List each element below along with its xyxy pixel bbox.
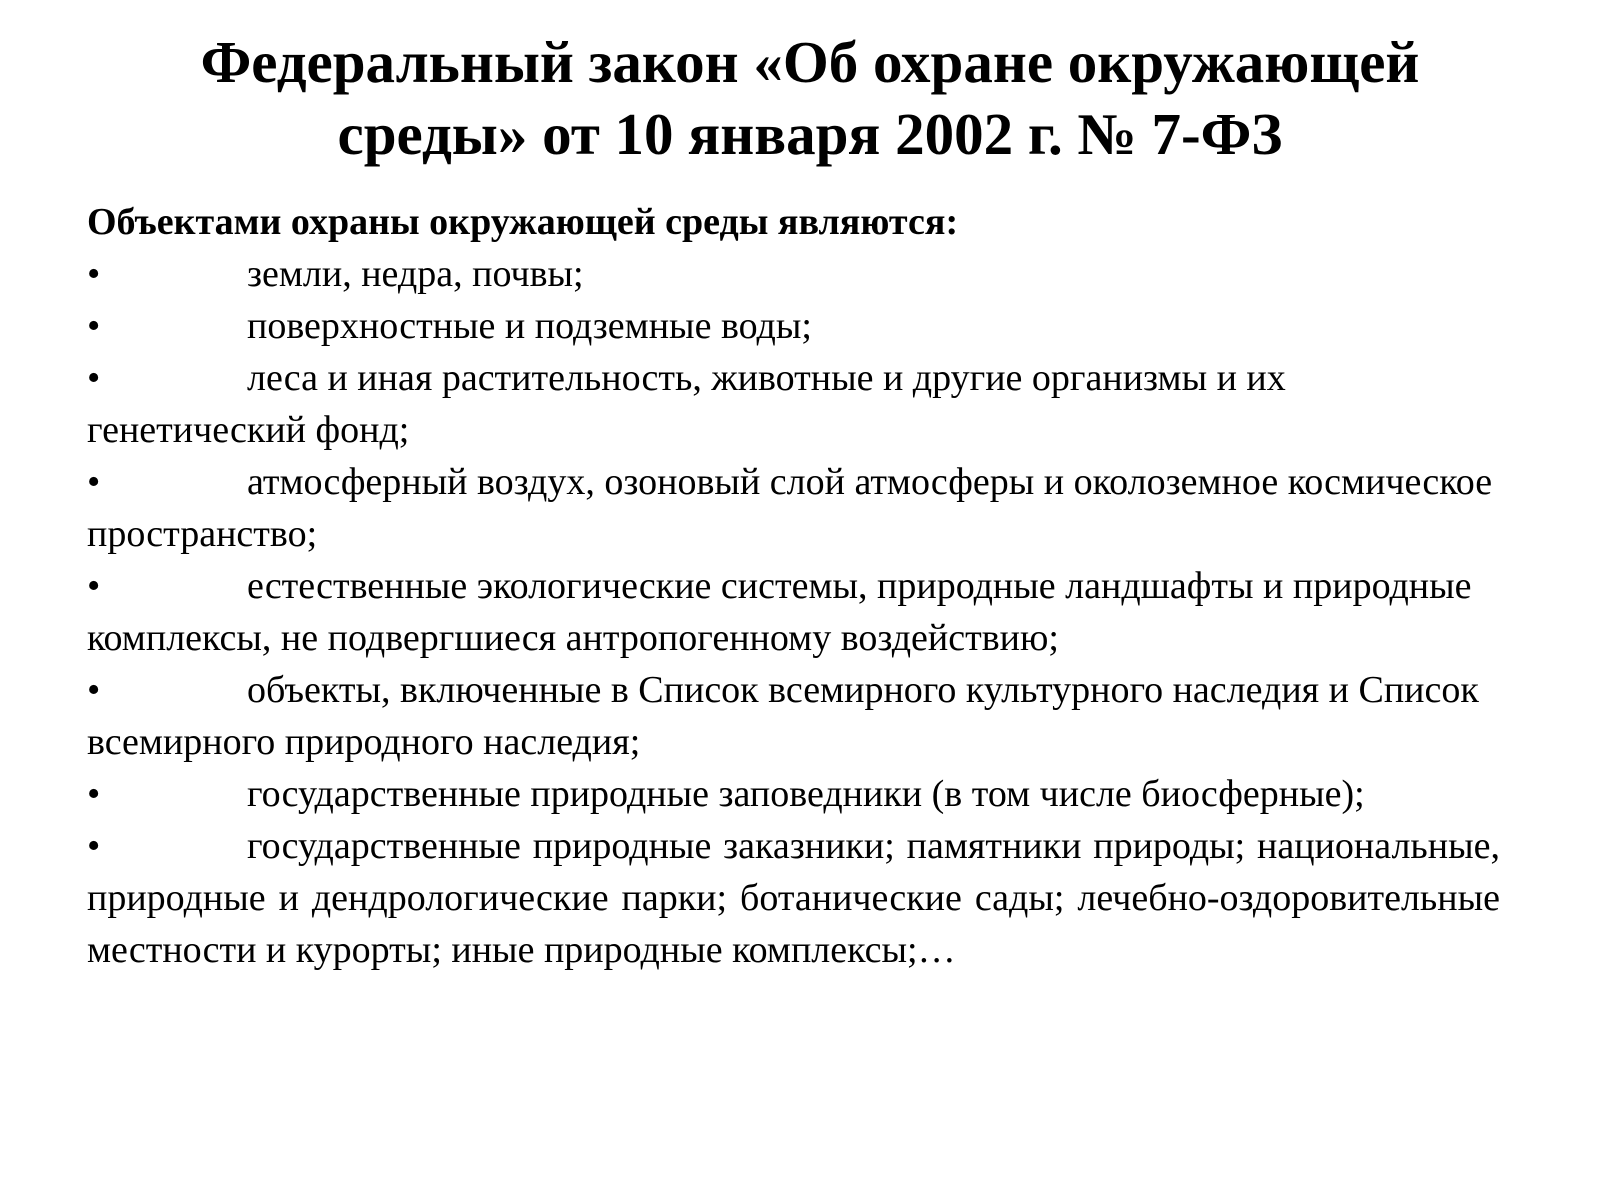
slide-body <box>87 196 1500 976</box>
list-item <box>87 352 1500 456</box>
list-item-text: атмосферный воздух, озоновый слой атмосферы и околоземное космическое пространство; <box>87 461 1493 555</box>
list-item-text: естественные экологические системы, природные ландшафты и природные комплексы, не подвергшиеся антропогенному воздействию; <box>87 565 1472 659</box>
list-item-text: объекты, включенные в Список всемирного культурного наследия и Список всемирного природного наследия; <box>87 669 1479 763</box>
list-item-text: земли, недра, почвы; <box>247 253 584 295</box>
list-intro: Объектами охраны окружающей среды являются: <box>87 201 959 243</box>
list-item <box>87 248 1500 300</box>
bullet-icon: • <box>87 305 101 347</box>
list-item <box>87 820 1500 976</box>
list-item-text: леса и иная растительность, животные и другие организмы и их генетический фонд; <box>87 357 1286 451</box>
list-item <box>87 768 1500 820</box>
list-item <box>87 300 1500 352</box>
list-item <box>87 664 1500 768</box>
list-item <box>87 560 1500 664</box>
list-item <box>87 456 1500 560</box>
bullet-icon: • <box>87 669 101 711</box>
bullet-icon: • <box>87 461 101 503</box>
bullet-icon: • <box>87 773 101 815</box>
bullet-icon: • <box>87 357 101 399</box>
protected-objects-list <box>87 248 1500 976</box>
list-item-text: поверхностные и подземные воды; <box>247 305 812 347</box>
page-title: Федеральный закон «Об охране окружающей среды» от 10 января 2002 г. № 7-ФЗ <box>200 29 1420 167</box>
bullet-icon: • <box>87 825 101 867</box>
bullet-icon: • <box>87 253 101 295</box>
list-item-text: государственные природные заказники; памятники природы; национальные, природные и дендрологические парки; ботанические сады; лечебно-оздоровительные местности и курорты; иные природные комплексы;… <box>87 825 1500 971</box>
list-item-text: государственные природные заповедники (в том числе биосферные); <box>247 773 1365 815</box>
bullet-icon: • <box>87 565 101 607</box>
